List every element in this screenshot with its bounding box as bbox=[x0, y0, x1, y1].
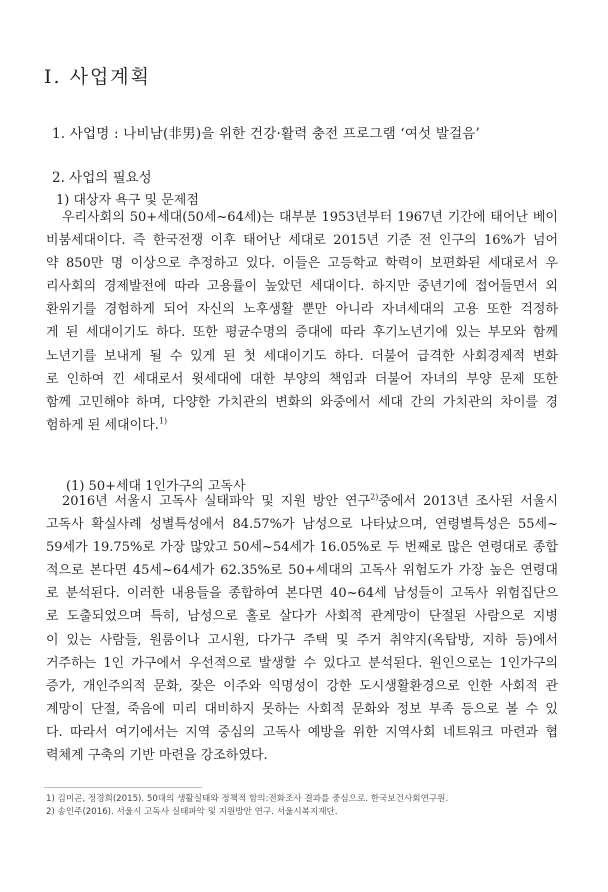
footnote-2: 2) 송인주(2016). 서울시 고독사 실태파악 및 지원방안 연구. 서울시복지재단. bbox=[46, 807, 338, 817]
paragraph-line: 약 850만 명 이상으로 추정하고 있다. 이들은 고등학교 학력이 보편화된 세대로서 우 bbox=[46, 256, 558, 272]
paragraph-line: 게 된 세대이기도 하다. 또한 평균수명의 증대에 따라 후기노년기에 있는 부모와 함께 bbox=[46, 325, 558, 341]
paragraph-line: 노년기를 보내게 될 수 있게 된 첫 세대이기도 하다. 더불어 급격한 사회경제적 변화 bbox=[46, 348, 558, 364]
paragraph-line: 다. 따라서 여기에서는 지역 중심의 고독사 예방을 위한 지역사회 네트워크 마련과 협 bbox=[46, 724, 558, 740]
paragraph-line: 계망이 단절, 죽음에 미리 대비하지 못하는 사회적 문화와 정보 부족 등으로 볼 수 있 bbox=[46, 701, 558, 717]
footnote-ref-1[interactable]: 1) bbox=[158, 416, 168, 426]
paragraph-line: 적으로 본다면 45세~64세가 62.35%로 50+세대의 고독사 위험도가 가장 높은 연령대 bbox=[46, 563, 558, 579]
chapter-title: Ⅰ. 사업계획 bbox=[44, 66, 152, 88]
project-name-heading: 1. 사업명 : 나비남(非男)을 위한 건강·활력 충전 프로그램 ‘여섯 발걸음’ bbox=[52, 126, 481, 142]
needs-and-problems-heading: 1) 대상자 욕구 및 문제점 bbox=[56, 193, 199, 208]
lonely-death-heading: (1) 50+세대 1인가구의 고독사 bbox=[66, 479, 246, 494]
footnote-1: 1) 김미곤, 정경희(2015). 50대의 생활실태와 정책적 함의:전화조사 결과를 중심으로. 한국보건사회연구원. bbox=[46, 794, 449, 804]
paragraph-line-text: 험하게 된 세대이다. bbox=[46, 417, 159, 433]
paragraph-line: 로 분석된다. 이러한 내용들을 종합하여 본다면 40~64세 남성들이 고독사 위험집단으 bbox=[46, 586, 558, 602]
paragraph-background bbox=[46, 206, 558, 437]
paragraph-line: 리사회의 경제발전에 따라 고용률이 높았던 세대이다. 하지만 중년기에 접어들면서 외 bbox=[46, 279, 558, 295]
paragraph-line-last bbox=[46, 414, 558, 437]
necessity-heading: 2. 사업의 필요성 bbox=[52, 170, 152, 186]
paragraph-line bbox=[46, 490, 558, 513]
paragraph-line-text: 중에서 2013년 조사된 서울시 bbox=[378, 494, 559, 509]
footnote-ref-2[interactable]: 2) bbox=[370, 492, 379, 502]
paragraph-line: 비붐세대이다. 즉 한국전쟁 이후 태어난 세대로 2015년 기준 전 인구의 16%가 넘어 bbox=[46, 233, 558, 249]
footnote-divider bbox=[44, 787, 202, 788]
paragraph-line: 거주하는 1인 가구에서 우선적으로 발생할 수 있다고 분석된다. 원인으로는 1인가구의 bbox=[46, 655, 558, 671]
paragraph-line: 로 도출되었으며 특히, 남성으로 홀로 살다가 사회적 관계망이 단절된 사람으로 지병 bbox=[46, 609, 558, 625]
footnotes bbox=[46, 793, 448, 819]
paragraph-line: 함께 고민해야 하며, 다양한 가치관의 변화의 와중에서 세대 간의 가치관의 차이를 경 bbox=[46, 394, 558, 410]
paragraph-line: 고독사 확실사례 성별특성에서 84.57%가 남성으로 나타났으며, 연령별특성은 55세~ bbox=[46, 517, 558, 533]
paragraph-line-last: 력체계 구축의 기반 마련을 강조하였다. bbox=[46, 748, 268, 764]
paragraph-line: 59세가 19.75%로 가장 많았고 50세~54세가 16.05%로 두 번째로 많은 연령대로 종합 bbox=[46, 540, 558, 556]
paragraph-line: 이 있는 사람들, 원룸이나 고시원, 다가구 주택 및 주거 취약지(옥탑방, 지하 등)에서 bbox=[46, 632, 558, 648]
paragraph-line: 증가, 개인주의적 문화, 잦은 이주와 익명성이 강한 도시생활환경으로 인한 사회적 관 bbox=[46, 678, 558, 694]
paragraph-line-text: 2016년 서울시 고독사 실태파악 및 지원 방안 연구 bbox=[62, 494, 371, 509]
paragraph-line: 우리사회의 50+세대(50세~64세)는 대부분 1953년부터 1967년 기간에 태어난 베이 bbox=[62, 210, 558, 225]
paragraph-line: 로 인하여 낀 세대로서 윗세대에 대한 부양의 책임과 더불어 자녀의 부양 문제 또한 bbox=[46, 371, 558, 387]
paragraph-lonely-death bbox=[46, 490, 558, 767]
paragraph-line: 환위기를 경험하게 되어 자신의 노후생활 뿐만 아니라 자녀세대의 고용 또한 걱정하 bbox=[46, 302, 558, 318]
